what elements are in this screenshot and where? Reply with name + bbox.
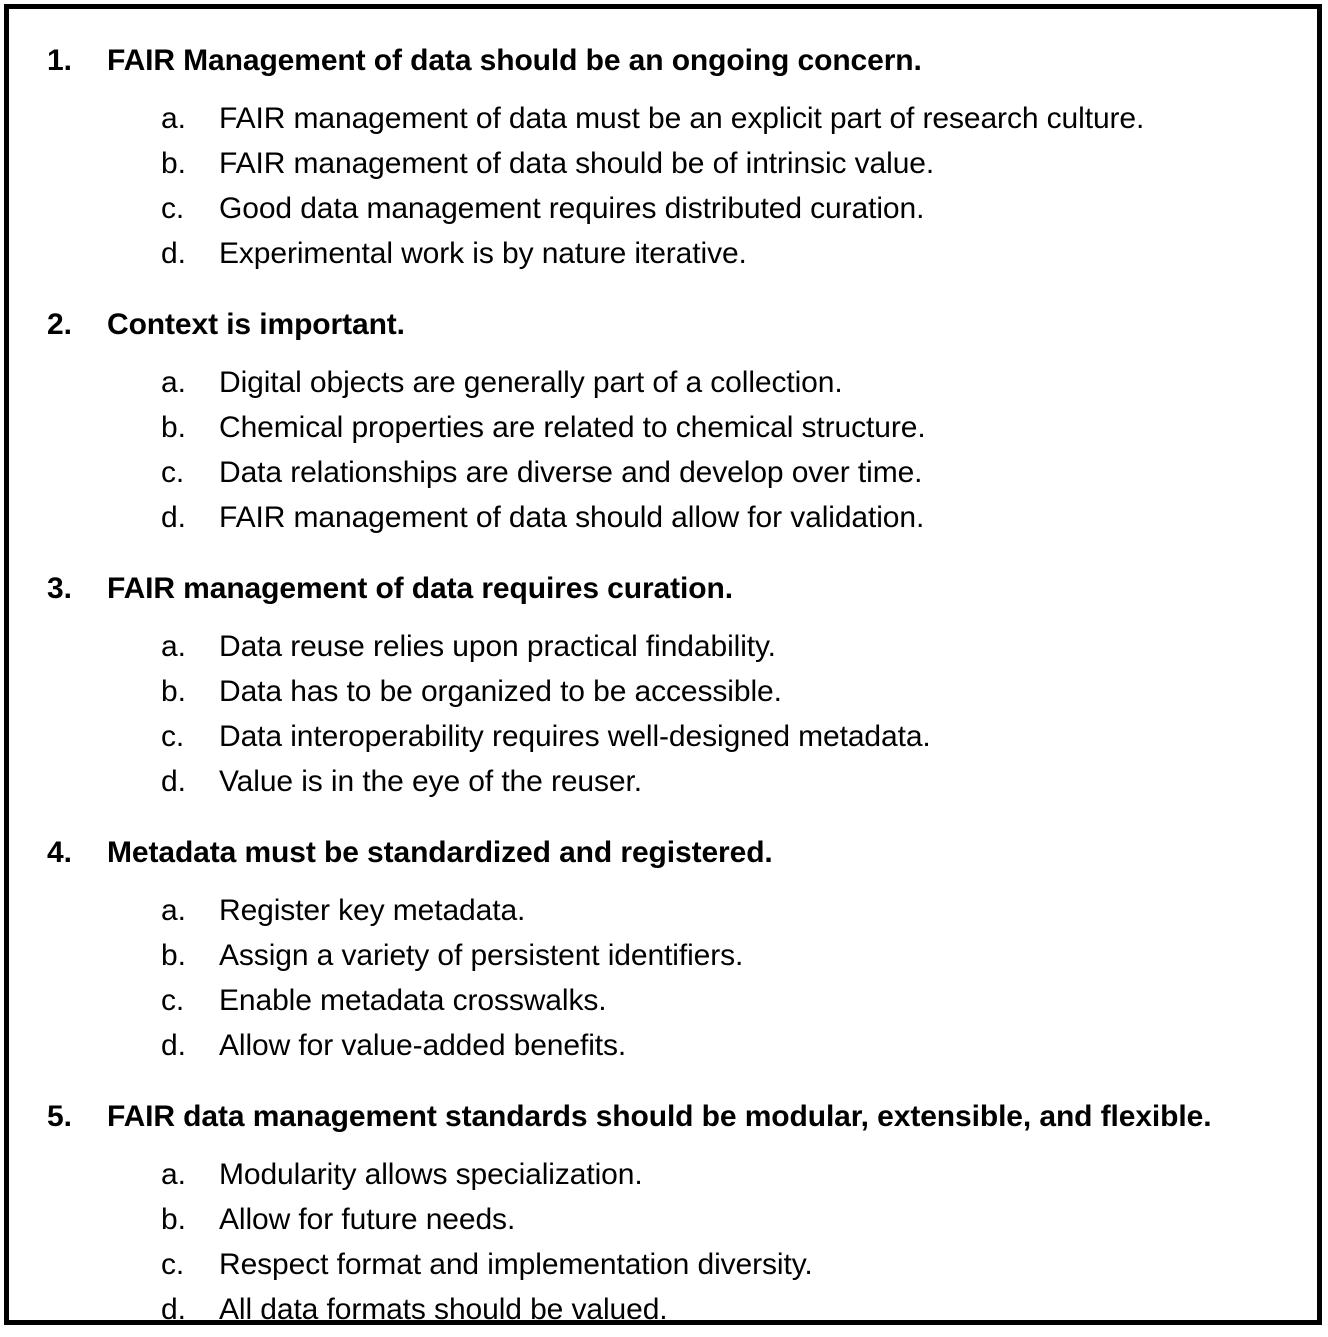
principle-heading: [47, 567, 1293, 611]
principle-subitem: [161, 624, 1293, 669]
subitem-letter: d.: [161, 1029, 186, 1062]
principle-subitem: [161, 1023, 1293, 1068]
subitem-text: FAIR management of data should allow for validation.: [219, 501, 925, 534]
subitem-text: Digital objects are generally part of a collection.: [219, 366, 843, 399]
subitem-letter: b.: [161, 411, 186, 444]
subitem-letter: a.: [161, 366, 186, 399]
principle-subitems: [161, 96, 1293, 276]
principles-list: [9, 9, 1317, 1326]
principle-item: [47, 303, 1293, 540]
subitem-text: Value is in the eye of the reuser.: [219, 765, 642, 798]
principle-heading-text: FAIR data management standards should be modular, extensible, and flexible.: [107, 1100, 1212, 1133]
subitem-text: FAIR management of data must be an explicit part of research culture.: [219, 102, 1145, 135]
principle-item: [47, 831, 1293, 1068]
principle-number: 2.: [47, 308, 72, 341]
subitem-text: Modularity allows specialization.: [219, 1158, 643, 1191]
subitem-letter: a.: [161, 894, 186, 927]
subitem-letter: b.: [161, 939, 186, 972]
subitem-text: Data has to be organized to be accessible.: [219, 675, 782, 708]
principle-heading-text: FAIR management of data requires curation.: [107, 572, 733, 605]
subitem-text: Data reuse relies upon practical findability.: [219, 630, 776, 663]
subitem-text: Good data management requires distributed curation.: [219, 192, 925, 225]
principle-subitem: [161, 96, 1293, 141]
principle-subitem: [161, 888, 1293, 933]
subitem-letter: b.: [161, 147, 186, 180]
subitem-letter: c.: [161, 192, 185, 225]
principle-item: [47, 567, 1293, 804]
subitem-letter: d.: [161, 765, 186, 798]
principle-subitem: [161, 1197, 1293, 1242]
principle-subitem: [161, 495, 1293, 540]
subitem-letter: b.: [161, 675, 186, 708]
subitem-text: Assign a variety of persistent identifiers.: [219, 939, 744, 972]
principle-subitem: [161, 933, 1293, 978]
subitem-text: Chemical properties are related to chemical structure.: [219, 411, 926, 444]
principle-number: 3.: [47, 572, 72, 605]
subitem-letter: a.: [161, 102, 186, 135]
principle-subitem: [161, 978, 1293, 1023]
principle-heading: [47, 831, 1293, 875]
principle-subitem: [161, 714, 1293, 759]
subitem-letter: d.: [161, 237, 186, 270]
principle-item: [47, 39, 1293, 276]
principle-number: 5.: [47, 1100, 72, 1133]
subitem-text: All data formats should be valued.: [219, 1293, 668, 1326]
principle-subitem: [161, 759, 1293, 804]
principle-subitems: [161, 360, 1293, 540]
principle-subitems: [161, 1152, 1293, 1332]
principle-number: 4.: [47, 836, 72, 869]
subitem-letter: d.: [161, 501, 186, 534]
principle-subitem: [161, 1287, 1293, 1332]
principle-subitem: [161, 360, 1293, 405]
subitem-letter: d.: [161, 1293, 186, 1326]
subitem-text: Register key metadata.: [219, 894, 526, 927]
principle-subitem: [161, 186, 1293, 231]
subitem-text: FAIR management of data should be of intrinsic value.: [219, 147, 935, 180]
principle-number: 1.: [47, 44, 72, 77]
principle-heading: [47, 1095, 1293, 1139]
principle-item: [47, 1095, 1293, 1332]
subitem-text: Experimental work is by nature iterative.: [219, 237, 747, 270]
principle-subitem: [161, 231, 1293, 276]
subitem-text: Data interoperability requires well-designed metadata.: [219, 720, 931, 753]
principle-subitem: [161, 141, 1293, 186]
subitem-text: Allow for future needs.: [219, 1203, 516, 1236]
principle-subitem: [161, 1152, 1293, 1197]
principle-subitems: [161, 888, 1293, 1068]
subitem-letter: c.: [161, 720, 185, 753]
principle-heading-text: Metadata must be standardized and registered.: [107, 836, 773, 869]
principle-subitem: [161, 1242, 1293, 1287]
principle-subitem: [161, 450, 1293, 495]
subitem-letter: b.: [161, 1203, 186, 1236]
principle-subitem: [161, 669, 1293, 714]
principle-heading-text: FAIR Management of data should be an ongoing concern.: [107, 44, 922, 77]
subitem-letter: a.: [161, 1158, 186, 1191]
principle-subitems: [161, 624, 1293, 804]
subitem-letter: a.: [161, 630, 186, 663]
subitem-letter: c.: [161, 456, 185, 489]
subitem-text: Allow for value-added benefits.: [219, 1029, 627, 1062]
subitem-letter: c.: [161, 1248, 185, 1281]
subitem-text: Enable metadata crosswalks.: [219, 984, 607, 1017]
subitem-text: Respect format and implementation diversity.: [219, 1248, 813, 1281]
principle-heading: [47, 39, 1293, 83]
principle-subitem: [161, 405, 1293, 450]
subitem-letter: c.: [161, 984, 185, 1017]
principle-heading-text: Context is important.: [107, 308, 405, 341]
subitem-text: Data relationships are diverse and develop over time.: [219, 456, 923, 489]
principle-heading: [47, 303, 1293, 347]
figure-border-frame: [4, 4, 1322, 1325]
